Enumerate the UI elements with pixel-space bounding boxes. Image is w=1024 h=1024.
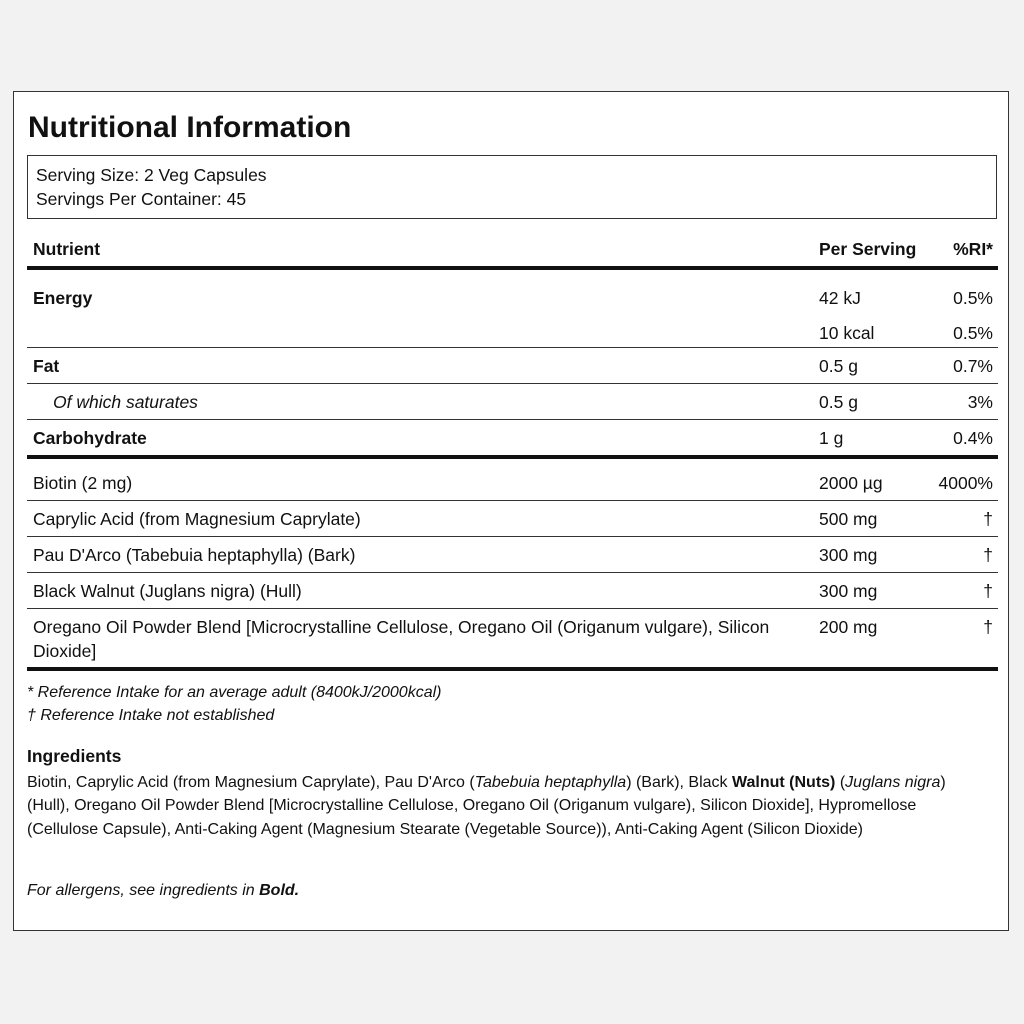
- saturates-value: 0.5 g: [819, 392, 858, 412]
- active-value: 300 mg: [819, 545, 878, 565]
- ingredients-title: Ingredients: [27, 746, 122, 766]
- ingredients-part: Biotin, Caprylic Acid (from Magnesium Caprylate), Pau D'Arco (: [27, 774, 475, 791]
- allergen-bold: Bold.: [259, 882, 300, 899]
- header-nutrient: Nutrient: [33, 239, 101, 259]
- ingredients-italic: Juglans nigra: [845, 774, 941, 791]
- active-name: Biotin (2 mg): [33, 473, 133, 493]
- nutrition-panel: [13, 91, 1009, 931]
- ingredients-part: ) (Hull), Oregano Oil Powder Blend [Microcrystalline Cellulose, Oregano Oil (Origanum vulgare), Silicon Dioxide], Hypromellose (Cellulose Capsule), Anti-Caking Agent (Magnesium Stearate (Vegetable Source)), Anti-Caking Agent (Silicon Dioxide): [27, 774, 946, 838]
- servings-per-container: Servings Per Container: 45: [36, 189, 247, 209]
- carbohydrate-value: 1 g: [819, 428, 844, 448]
- ingredients-italic: Tabebuia heptaphylla: [474, 774, 627, 791]
- active-value: 300 mg: [819, 581, 878, 601]
- table-header-row: [27, 229, 998, 270]
- header-per-serving: Per Serving: [819, 239, 917, 259]
- table-row: [27, 501, 998, 537]
- ingredients-part: (: [835, 774, 846, 791]
- energy-kj-ri: 0.5%: [953, 288, 993, 308]
- carbohydrate-row: [27, 420, 998, 459]
- energy-ri-values: [923, 286, 998, 345]
- saturates-row: [27, 384, 998, 420]
- active-name: Pau D'Arco (Tabebuia heptaphylla) (Bark): [33, 545, 356, 565]
- active-ri: †: [983, 509, 993, 529]
- allergen-note: [27, 879, 299, 903]
- footnote-not-established: † Reference Intake not established: [27, 707, 275, 724]
- active-ri: 4000%: [938, 473, 993, 493]
- active-name: Black Walnut (Juglans nigra) (Hull): [33, 581, 302, 601]
- saturates-ri: 3%: [967, 392, 993, 412]
- active-ri: †: [983, 617, 993, 637]
- fat-ri: 0.7%: [953, 356, 993, 376]
- energy-label: Energy: [33, 288, 93, 308]
- table-row: [27, 609, 998, 671]
- active-name: Oregano Oil Powder Blend [Microcrystalline Cellulose, Oregano Oil (Origanum vulgare), Silicon Dioxide]: [33, 617, 770, 661]
- ingredients-text: [27, 771, 987, 841]
- allergen-text: For allergens, see ingredients in: [27, 882, 260, 899]
- nutrition-table: [27, 229, 998, 671]
- energy-row: [27, 270, 998, 348]
- header-ri: %RI*: [953, 239, 993, 259]
- fat-label: Fat: [33, 356, 60, 376]
- active-value: 500 mg: [819, 509, 878, 529]
- footnotes: [27, 681, 441, 727]
- fat-value: 0.5 g: [819, 356, 858, 376]
- energy-kj: 42 kJ: [819, 288, 861, 308]
- ingredients-allergen: Walnut (Nuts): [732, 774, 836, 791]
- active-value: 2000 µg: [819, 473, 883, 493]
- active-ri: †: [983, 581, 993, 601]
- table-row: [27, 459, 998, 501]
- serving-size: Serving Size: 2 Veg Capsules: [36, 165, 267, 185]
- table-row: [27, 573, 998, 609]
- table-row: [27, 537, 998, 573]
- energy-values: [819, 286, 923, 345]
- carbohydrate-ri: 0.4%: [953, 428, 993, 448]
- fat-row: [27, 348, 998, 384]
- energy-kcal: 10 kcal: [819, 323, 875, 343]
- active-name: Caprylic Acid (from Magnesium Caprylate): [33, 509, 361, 529]
- footnote-ri: * Reference Intake for an average adult (8400kJ/2000kcal): [27, 684, 442, 701]
- active-value: 200 mg: [819, 617, 878, 637]
- ingredients-part: ) (Bark), Black: [626, 774, 732, 791]
- carbohydrate-label: Carbohydrate: [33, 428, 147, 448]
- energy-kcal-ri: 0.5%: [953, 323, 993, 343]
- active-ri: †: [983, 545, 993, 565]
- page-title: Nutritional Information: [28, 111, 352, 144]
- saturates-label: Of which saturates: [53, 392, 198, 412]
- serving-info-box: [27, 155, 997, 219]
